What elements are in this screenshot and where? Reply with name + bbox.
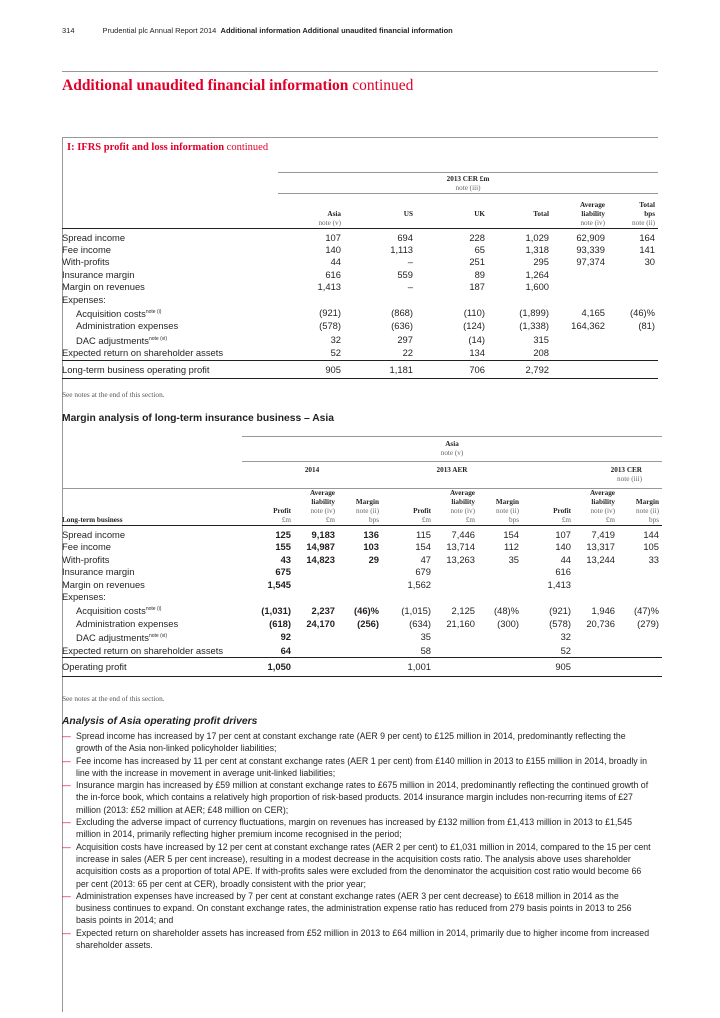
table-cell: 141 [639,243,655,255]
table-cell: 33 [648,553,659,565]
table-cell: 44 [330,256,341,268]
table-row [62,281,658,293]
table-cell: 1,113 [390,243,413,255]
table-cell [552,294,608,306]
table-row [62,294,658,306]
table-cell: 7,446 [434,526,478,542]
table-cell: (1,015) [401,604,431,616]
table-row [62,630,662,645]
row-footnote-ref: note (vi) [148,633,168,640]
table2-top-header [62,437,662,462]
table-cell: – [407,281,413,293]
row-label: Spread income [62,526,242,542]
row-label: Expenses: [62,591,106,603]
analysis-bullet: — Expected return on shareholder assets has increased from £52 million in 2013 to £64 million in 2014, primarily due to higher income from increased shareholder assets. [62,927,650,951]
table-cell [608,347,658,360]
table-cell: 251 [469,256,485,268]
table1-group-header: 2013 CER £m note (iii) [278,173,658,194]
table-cell: 675 [275,566,291,578]
table-cell: 694 [344,228,416,244]
row-label: With-profits [62,256,110,268]
row-label: Operating profit [62,658,242,676]
table-row [62,244,658,256]
analysis-heading: Analysis of Asia operating profit drivers [62,716,258,727]
table-cell: 52 [560,644,571,656]
table-row [62,566,662,578]
table-cell [574,645,618,658]
row-footnote-ref: note (i) [145,308,162,315]
table2-col-liability-2014: Average liability note (iv) £m [294,489,338,526]
table2-column-headers [62,489,662,526]
table-cell: 9,183 [294,526,338,542]
table-cell: 208 [533,347,549,359]
table-cell: 22 [402,347,413,359]
table-cell: 32 [560,631,571,643]
report-name: Prudential plc Annual Report 2014 [102,26,217,35]
table-cell: 154 [478,526,522,542]
table-cell: (578) [549,617,571,629]
table-cell [574,630,618,645]
table-cell: 58 [420,644,431,656]
table-cell: 7,419 [574,526,618,542]
table-cell: 64 [280,644,291,656]
analysis-bullet: — Acquisition costs have increased by 12 per cent at constant exchange rates (AER 2 per cent) to £1,031 million in 2014, compared to the 15 per cent increase in sales (AER 5 per cent increase), resulting in a modest decrease in the acquisition costs ratio. The analysis above uses shareholder acquisition costs as a proportion of total APE. If with-profits sales were excluded from the denominator the acquisition cost ratio would become 66 per cent (2013: 65 per cent at CER), broadly consistent with the prior year; [62,841,651,889]
table2-col-liability-cer: Average liability note (iv) £m [574,489,618,526]
table-cell: 905 [278,360,344,378]
table-cell [608,281,658,293]
table-cell: (110) [463,307,485,318]
table-row [62,591,662,603]
table-cell: (1,338) [519,320,549,332]
row-label: Administration expenses [76,617,179,629]
table-cell [618,566,662,578]
table-row [62,579,662,591]
table-cell [574,566,618,578]
table-cell: (868) [391,307,413,318]
table-cell [488,294,552,306]
analysis-bullet: — Spread income has increased by 17 per cent at constant exchange rate (AER 9 per cent) to £125 million in 2014, predominantly reflecting the growth of the Asia non-linked policyholder liabilities; [62,731,626,754]
page-title [62,77,413,95]
table-row [62,320,658,332]
table-cell: 89 [474,268,485,280]
table-cell: 112 [504,541,519,553]
bullet-dash-icon: — [62,817,71,828]
table-cell [294,658,338,676]
table-cell: 1,001 [382,658,434,676]
table1-header-group [62,173,658,194]
table-cell [574,591,618,603]
table-cell: 1,946 [591,604,615,616]
table-cell: 20,736 [586,617,615,629]
bullet-dash-icon: — [62,755,71,766]
table-total-row [62,360,658,378]
table-cell: 32 [330,333,341,345]
table2-group-2013-cer: 2013 CER note (iii) [522,462,662,489]
table-cell: (300) [497,617,519,629]
table-cell [552,333,608,348]
top-rule [62,71,658,72]
table-cell [478,579,522,591]
table-cell: 1,264 [525,268,549,280]
table-cell: 1,181 [344,360,416,378]
table-cell [434,566,478,578]
table1-col-us: US [344,194,416,229]
table-cell [278,294,344,306]
table-cell: 616 [555,566,571,578]
analysis-bullet: — Administration expenses have increased by 7 per cent at constant exchange rates (AER 3 per cent decrease) to £618 million in 2014 as the business continues to expand. On constant exchange rates, the administration expense ratio has reduced from 279 basis points in 2013 to 256 basis points in 2014; and [62,890,632,926]
table-cell [434,591,478,603]
table-cell: 140 [325,243,341,255]
table-cell [618,645,662,658]
table-cell [294,591,338,603]
table-cell: (1,031) [261,604,291,616]
section-heading-main: I: IFRS profit and loss information [67,142,225,153]
table1-col-total-bps: Total bps note (ii) [608,194,658,229]
row-label: With-profits [62,553,110,565]
table-cell: (618) [269,617,291,629]
table-cell [618,630,662,645]
asia-margin-table [62,436,662,677]
table-cell: (578) [319,320,341,332]
table-cell: 1,050 [242,658,294,676]
table-cell [242,591,294,603]
table-cell: 559 [397,268,413,280]
page-number: 314 [62,26,75,35]
row-label: Expenses: [62,293,106,305]
table-row [62,228,658,244]
table2-group-headers [62,462,662,489]
table-cell [338,566,382,578]
analysis-bullet: — Excluding the adverse impact of currency fluctuations, margin on revenues has increased by £132 million from £1,413 million in 2013 to £1,545 million in 2014, primarily reflecting higher premium income recognised in the period; [62,817,632,840]
analysis-bullet: — Insurance margin has increased by £59 million at constant exchange rates to £675 million in 2014, predominantly reflecting the continued growth of the in-force book, which contains a relatively high proportion of risk-based products. 2014 insurance margin includes non-recurring items of £27 million (2013: £52 million at AER; £48 million on CER); [62,780,649,815]
table2-col-profit-cer: Profit £m [522,489,574,526]
table-cell [618,579,662,591]
table-cell [434,658,478,676]
table-cell: 1,413 [317,281,341,293]
table-cell [552,347,608,360]
table-row [62,256,658,268]
table2-group-2014: 2014 [242,462,382,489]
table-cell: 155 [275,541,291,553]
table2-col-profit-2014: Profit £m [242,489,294,526]
table-cell: 30 [644,256,655,268]
table-cell [552,360,608,378]
table1-column-headers [62,194,658,229]
row-label: Acquisition costs$^{note (i)}$ [76,605,162,617]
table-cell: 47 [420,553,431,565]
table-cell [552,281,608,293]
table-cell: 14,987 [306,541,335,553]
row-label: Fee income [62,243,111,255]
ifrs-profit-table [62,172,658,379]
table-cell: 706 [416,360,488,378]
table2-footnote: See notes at the end of this section. [62,694,165,703]
table-cell [618,591,662,603]
table-cell: 2,792 [488,360,552,378]
table-cell: 21,160 [446,617,475,629]
table-cell: 29 [368,553,379,565]
table-cell: 107 [522,526,574,542]
table-cell: (1,899) [519,307,549,318]
table-cell [608,269,658,281]
table-cell: (279) [637,617,659,629]
table-cell: 1,029 [488,228,552,244]
table-row [62,645,662,658]
table-row [62,526,662,542]
table-cell: 154 [415,541,431,553]
table-cell: 315 [533,333,549,345]
table-cell: (124) [463,320,485,332]
page-title-main: Additional unaudited financial information [62,77,349,94]
table-cell [338,579,382,591]
table-cell: (47)% [633,604,659,616]
table1-col-total: Total [488,194,552,229]
table-cell [338,645,382,658]
row-label: Insurance margin [62,566,135,578]
table-cell: (921) [319,307,341,318]
row-label: DAC adjustments$^{note (vi)}$ [76,632,168,644]
table-cell: 187 [469,281,485,293]
analysis-bullet-list [62,730,654,951]
table-cell: 164,362 [571,320,605,332]
table-cell: 1,545 [267,578,291,590]
table-cell [338,658,382,676]
table-row [62,333,658,348]
row-label: Insurance margin [62,268,135,280]
table2-col-margin-2014: Margin note (ii) bps [338,489,382,526]
table2-asia-header: Asia note (v) [242,437,662,462]
table-cell: 93,339 [576,243,605,255]
table-row [62,269,658,281]
section-heading [67,142,268,153]
table-total-row [62,658,662,676]
table-cell: 43 [280,553,291,565]
table-row [62,618,662,630]
table-cell [574,579,618,591]
table-cell: – [407,256,413,268]
running-header [62,26,453,35]
table-cell [522,591,574,603]
table-cell [478,658,522,676]
table-cell: (46)% [629,307,655,318]
table-cell [416,294,488,306]
table-cell: 52 [330,347,341,359]
table-cell: 905 [522,658,574,676]
table-cell: 35 [420,631,431,643]
table-cell: 62,909 [552,228,608,244]
table2-row-header: Long-term business [62,489,242,526]
table-cell: 103 [363,541,379,553]
table-cell [294,579,338,591]
table-cell: 13,317 [586,541,615,553]
row-label: Expected return on shareholder assets [62,644,224,656]
bullet-dash-icon: — [62,731,71,741]
table-cell [294,630,338,645]
table2-body [62,526,662,677]
table-cell: 1,600 [525,281,549,293]
row-label: Fee income [62,541,111,553]
table2-col-margin-cer: Margin note (ii) bps [618,489,662,526]
table1-body [62,228,658,379]
table-cell: 140 [555,541,571,553]
row-label: Spread income [62,228,278,244]
page-title-continued: continued [348,77,414,94]
table-cell: 1,413 [547,578,571,590]
table-cell: 136 [338,526,382,542]
analysis-bullet: — Fee income has increased by 11 per cent at constant exchange rates (AER 1 per cent) from £140 million in 2013 to £155 million in 2014, broadly in line with the increase in movement in average unit-linked liabilities; [62,755,647,778]
table1-footnote: See notes at the end of this section. [62,390,165,399]
table-cell: (81) [638,320,655,332]
table-row [62,306,658,321]
row-label: Long-term business operating profit [62,360,278,378]
table2-col-margin-aer: Margin note (ii) bps [478,489,522,526]
row-label: Acquisition costs$^{note (i)}$ [76,308,162,320]
table1-col-uk: UK [416,194,488,229]
table-cell [338,591,382,603]
table-cell [618,658,662,676]
asia-margin-heading: Margin analysis of long-term insurance business – Asia [62,413,334,424]
table-cell: 105 [643,541,659,553]
table1-col-average-liability: Average liability note (iv) [552,194,608,229]
table2-col-profit-aer: Profit £m [382,489,434,526]
table-cell: 13,244 [586,553,615,565]
table-cell [294,645,338,658]
table-cell: 13,714 [446,541,475,553]
row-label: Margin on revenues [62,281,145,293]
table-cell: 97,374 [576,256,605,268]
table-cell: (636) [391,320,413,332]
table2-group-2013-aer: 2013 AER [382,462,522,489]
table-cell: 164 [608,228,658,244]
table-row [62,347,658,360]
table-cell [478,630,522,645]
table-cell: 1,318 [525,243,549,255]
table-cell: 2,237 [311,604,335,616]
table-cell: 295 [533,256,549,268]
table-cell: 65 [474,243,485,255]
table-cell [478,645,522,658]
table-cell: (921) [549,604,571,616]
table-cell: 679 [415,566,431,578]
table-cell: (634) [409,617,431,629]
table-cell [344,294,416,306]
table-cell [338,630,382,645]
table-cell [434,579,478,591]
table-cell: 35 [508,553,519,565]
table-row [62,603,662,618]
table-cell: (256) [357,617,379,629]
section-breadcrumb: Additional information Additional unaudited financial information [220,26,453,35]
bullet-dash-icon: — [62,890,71,901]
row-label: Administration expenses [76,320,179,332]
bullet-dash-icon: — [62,927,71,938]
table-cell: 125 [242,526,294,542]
row-label: DAC adjustments$^{note (vi)}$ [76,335,168,346]
table-cell: (46)% [353,604,379,616]
table-cell [382,591,434,603]
table-cell: 13,263 [446,553,475,565]
table-cell: 2,125 [451,604,475,616]
table-cell: (14) [468,333,485,345]
table1-col-asia: Asia note (v) [278,194,344,229]
table-cell [434,630,478,645]
table-cell: 24,170 [306,617,335,629]
row-footnote-ref: note (i) [145,606,162,613]
table-cell: 107 [278,228,344,244]
table-cell: 92 [280,631,291,643]
table-cell: 228 [416,228,488,244]
table-row [62,541,662,553]
table2-col-liability-aer: Average liability note (iv) £m [434,489,478,526]
table-cell: 134 [469,347,485,359]
table-cell: 297 [397,333,413,345]
table-cell [608,360,658,378]
table-cell [478,566,522,578]
table-cell [608,333,658,348]
table-cell: 144 [618,526,662,542]
row-label: Margin on revenues [62,578,145,590]
table-cell: 1,562 [407,578,431,590]
row-label: Expected return on shareholder assets [62,347,224,359]
bullet-dash-icon: — [62,841,71,852]
table-cell [294,566,338,578]
table-cell: 616 [325,268,341,280]
row-footnote-ref: note (vi) [148,335,168,342]
section-heading-continued: continued [224,142,269,153]
table-cell: 115 [382,526,434,542]
table-cell: 44 [560,553,571,565]
table-cell [478,591,522,603]
table-cell: (48)% [493,604,519,616]
table-cell [574,658,618,676]
table-cell [552,269,608,281]
table-cell: 4,165 [581,307,605,318]
table-cell [608,294,658,306]
bullet-dash-icon: — [62,780,71,791]
table-cell: 14,823 [306,553,335,565]
table-row [62,554,662,566]
table-cell [434,645,478,658]
